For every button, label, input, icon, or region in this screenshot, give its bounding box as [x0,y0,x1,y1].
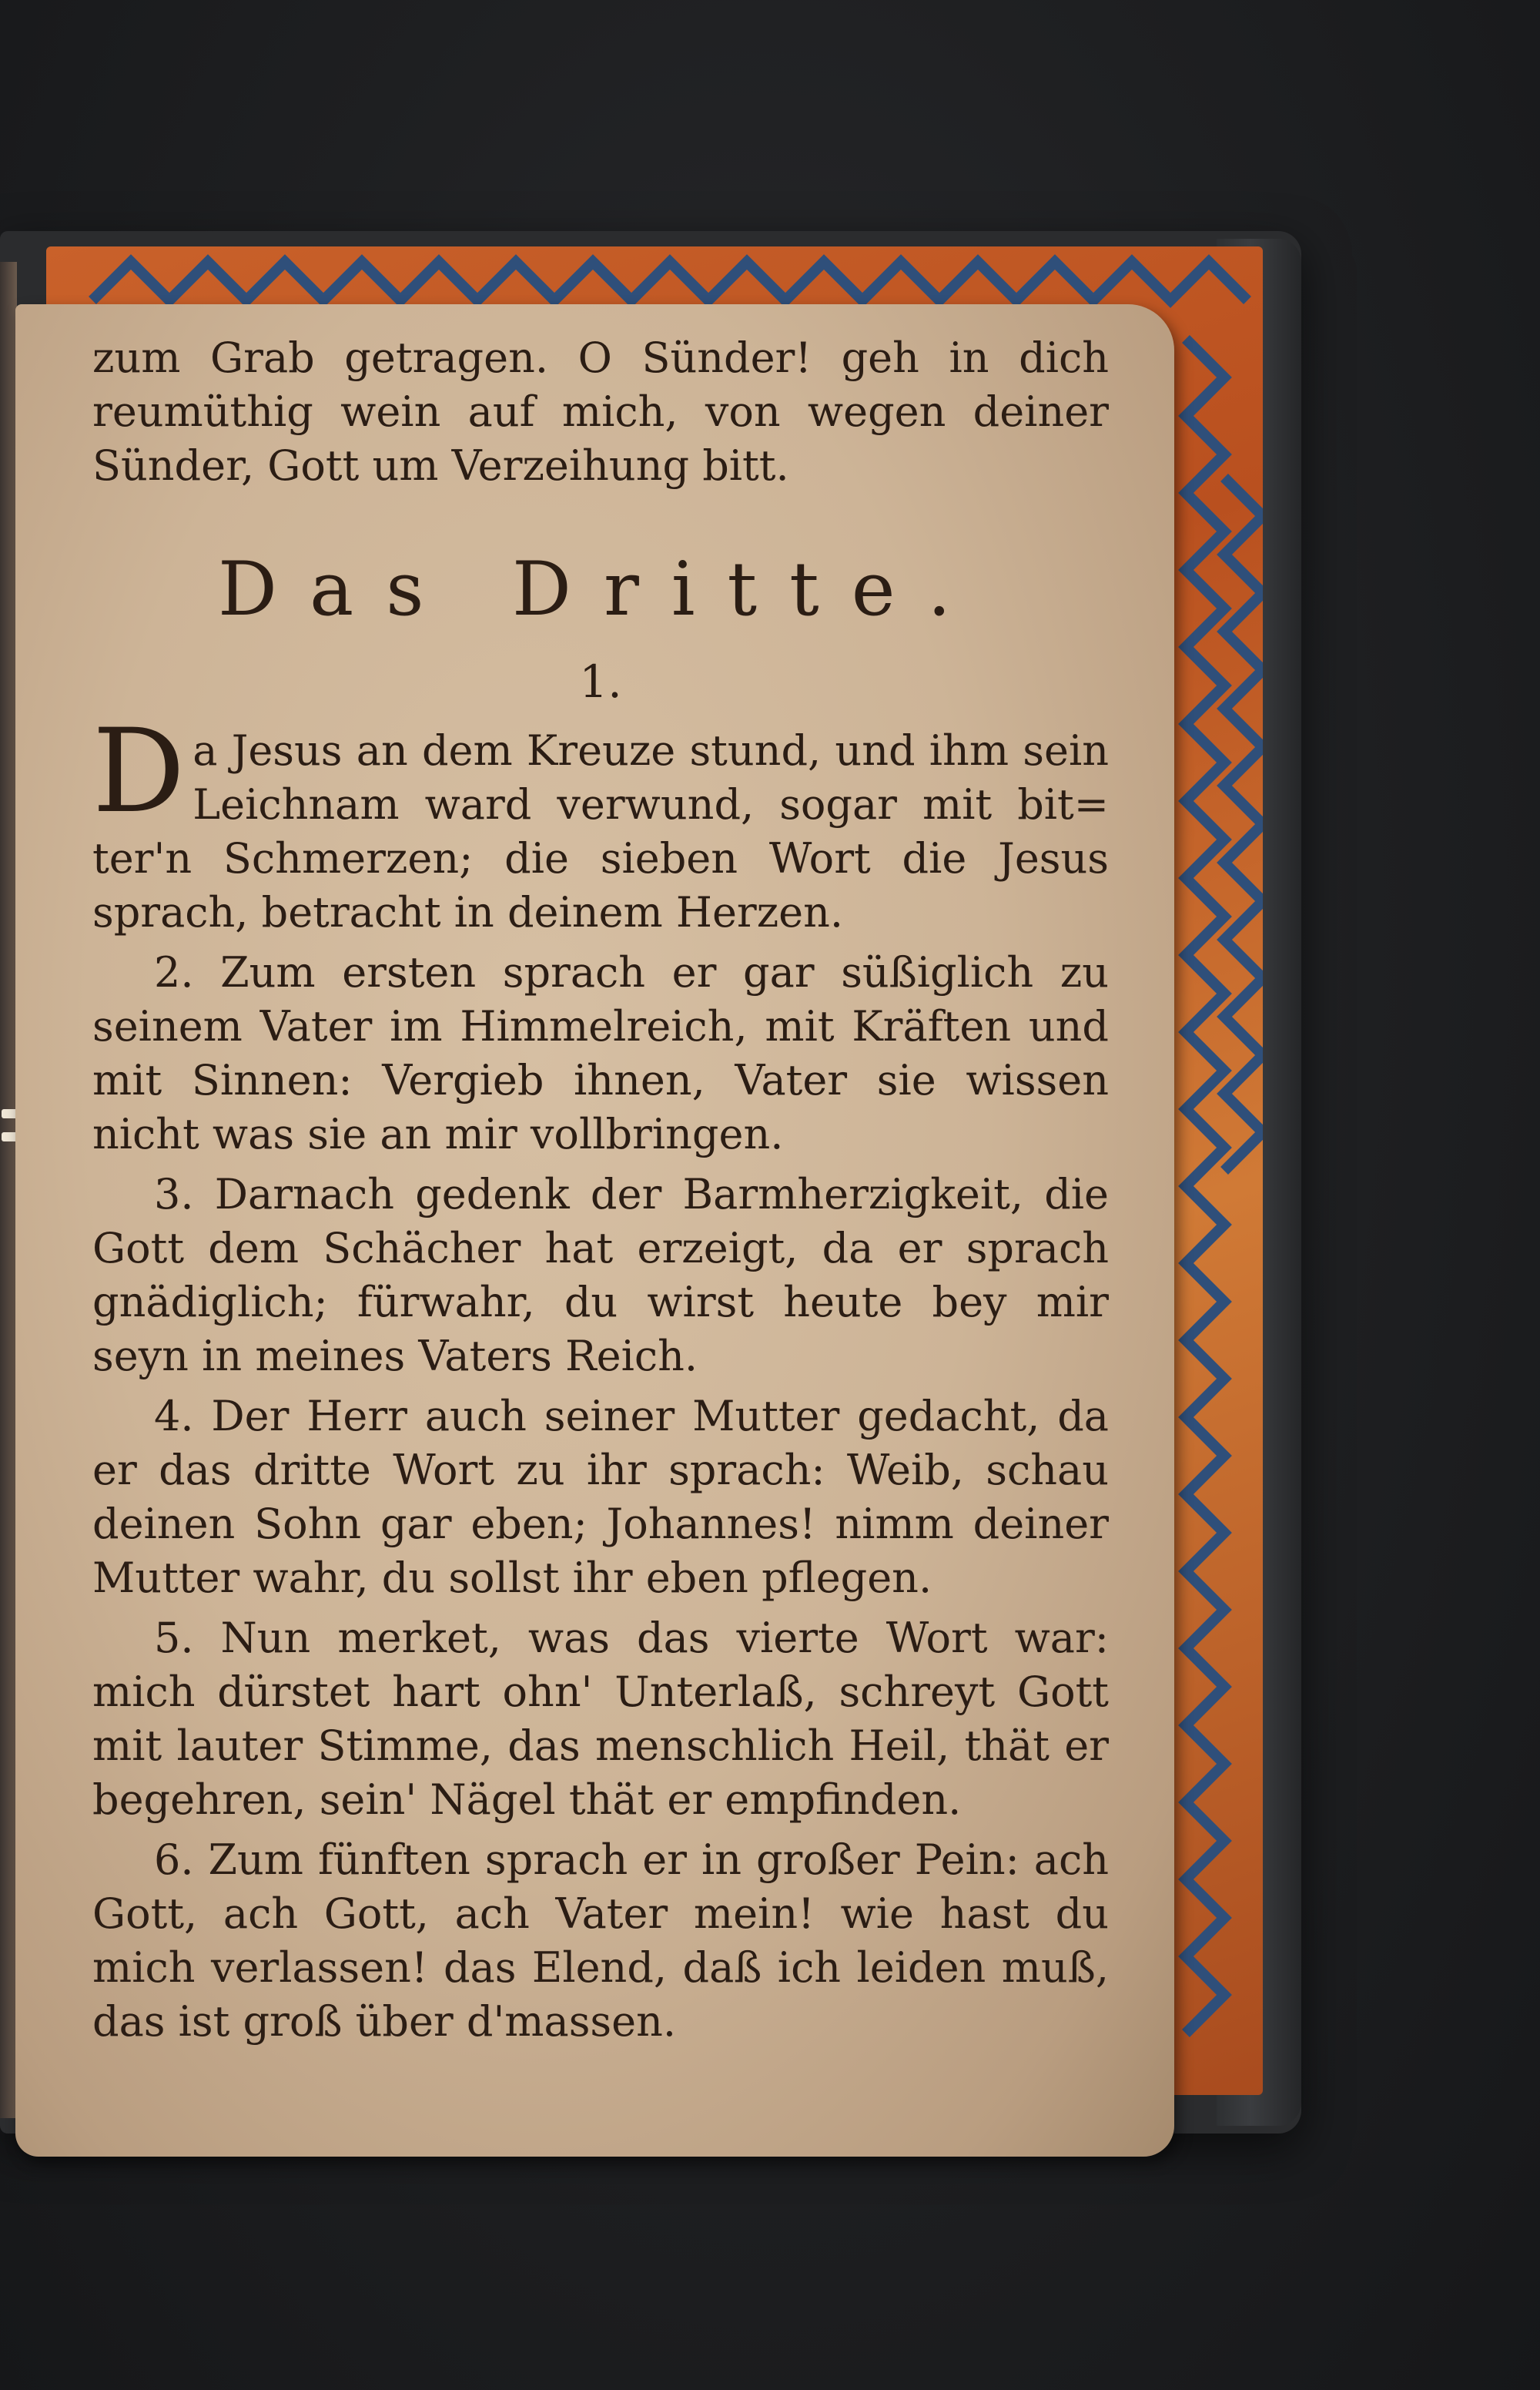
section-heading: Das Dritte. [217,546,984,632]
previous-page-edge [0,262,17,2118]
verse-4: 4. Der Herr auch seiner Mutter gedacht, da er das dritte Wort zu ihr sprach: Weib, schau deinen Sohn gar eben; Johannes! nimm deiner Mutter wahr, du sollst ihr eben pflegen. [92,1392,1109,1602]
verse-1 [92,705,1109,940]
verse-1-text: a Jesus an dem Kreuze stund, und ihm sein Leichnam ward verwund, sogar mit bit= ter'n Schmerzen; die sieben Wort die Jesus sprach, betracht in deinem Herzen. [92,726,1109,937]
page-text [92,331,1109,2055]
verse-3: 3. Darnach gedenk der Barmherzigkeit, die Gott dem Schächer hat erzeigt, da er sprach gnädiglich; fürwahr, du wirst heute bey mir seyn in meines Vaters Reich. [92,1170,1109,1380]
drop-cap: D [92,705,186,839]
section-number: 1. [579,655,622,708]
verse-2: 2. Zum ersten sprach er gar süßiglich zu seinem Vater im Himmelreich, mit Kräften und mit Sinnen: Vergieb ihnen, Vater sie wissen nicht was sie an mir vollbringen. [92,948,1109,1158]
verse-5: 5. Nun merket, was das vierte Wort war: mich dürstet hart ohn' Unterlaß, schreyt Gott mit lauter Stimme, das menschlich Heil, thät er begehren, sein' Nägel thät er empfinden. [92,1614,1109,1824]
verse-6: 6. Zum fünften sprach er in großer Pein: ach Gott, ach Gott, ach Vater mein! wie hast du mich verlassen! das Elend, daß ich leiden muß, das ist groß über d'massen. [92,1835,1109,2046]
carryover-lines: zum Grab getragen. O Sünder! geh in dich reumüthig wein auf mich, von wegen deiner Sünder, Gott um Verzeihung bitt. [92,334,1109,490]
